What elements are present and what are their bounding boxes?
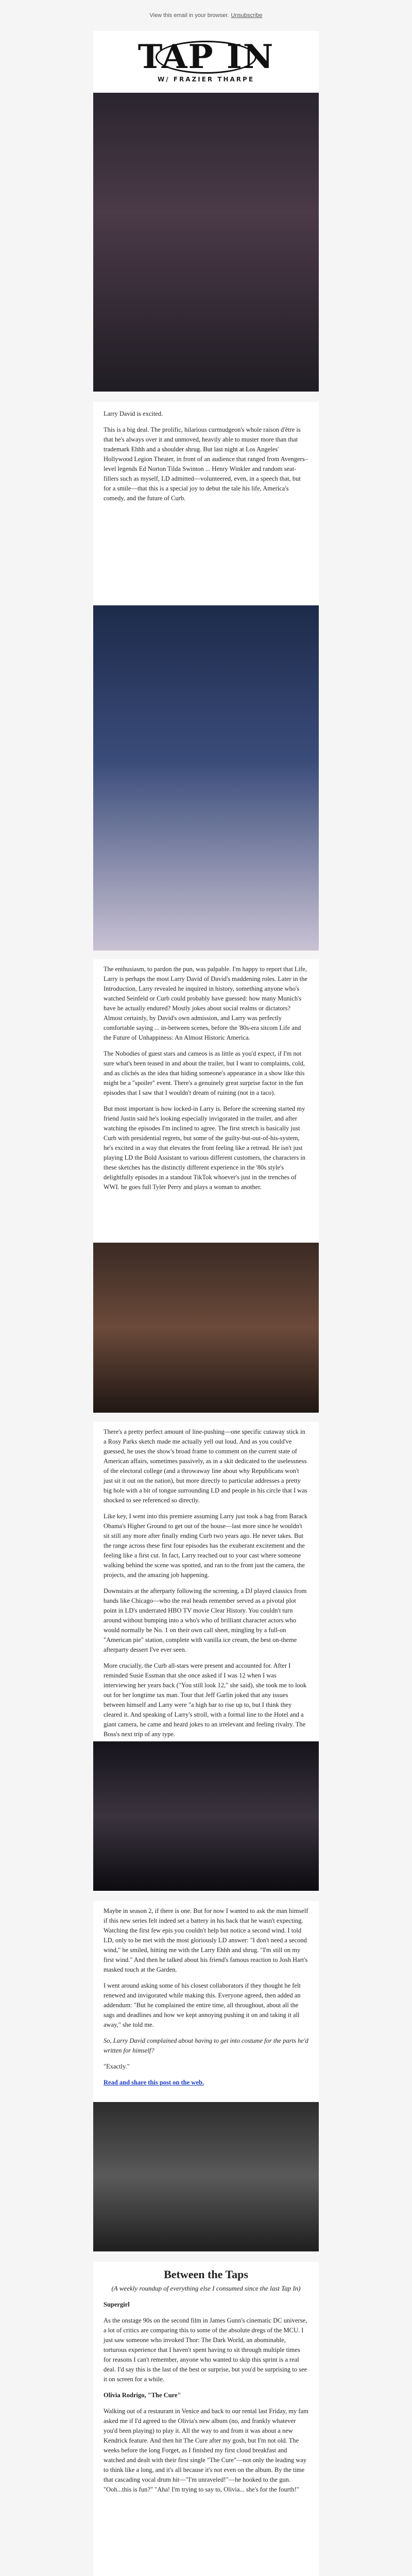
body2-p1: There's a pretty perfect amount of line-pushing—one specific cutaway stick in a Rosy Parks sketch made me actually yell out loud. And as you could've guessed, he uses the show's broad frame to comment on the current state of American affairs, sometimes passively, as in a skit dedicated to the uselessness of the electoral college (and a throwaway line about why Republicans won't just sit it out on the nation), but more directly to particular addresses a pretty big hole with a bit of tongue surrounding LD and people in his circle that I was shocked to see referenced so directly. (104, 1428, 307, 1504)
intro-p2: This is a big deal. The prolific, hilarious curmudgeon's whole raison d'être is that he's always over it and unmoved, heavily able to muster more than that trademark Ehhh and a shoulder shrug. But last night at Los Angeles' Hollywood Legion Theater, in front of an audience that ranged from Avengers–level legends Ed Norton Tilda Swinton ... Henry Winkler and random seat-fillers such as myself, LD admitted—volunteered, even, in a speech that, but for a smile—that this is a special joy to debut the tale his life, America's comedy, and the future of Curb. (104, 426, 308, 502)
hero-photo (93, 93, 319, 392)
body2-p3: Downstairs at the afterparty following the screening, a DJ played classics from bands like Chicago—who the real heads remember served as a pivotal plot point in LD's underrated HBO TV movie Clear History. You couldn't turn around without bumping into a who's who of brilliant character actors who would normally be No. 1 on their own call sheet, mingling by a full-on "American pie" station, complete with vanilla ice cream, the best on-theme afterparty dessert I've ever seen. (104, 1587, 307, 1653)
between-s1-head: Supergirl (104, 2301, 130, 2308)
couple-photo (93, 1243, 319, 1413)
body3-p4: "Exactly." (104, 2063, 130, 2070)
body2-p4: More crucially, the Curb all-stars were present and accounted for. After I reminded Susie Essman that she once asked if I was 12 when I was interviewing her years back ("You still look 12," she said), she took me to look out for her longtime tax man. Tour that Jeff Garlin joked that any issues between himself and Larry were "a high bar to rise up to, but I think they cleared it. And speaking of Larry's stroll, with a formal line to the Hotel and a giant camera, he came and heard jokes to an irrelevant and feeling rivalry. The Boss's next trip of any type. (104, 1662, 307, 1738)
body-text-3 (93, 1901, 319, 2102)
body2-p2: Like key, I went into this premiere assuming Larry just took a bag from Barack Obama's Higher Ground to get out of the house—last more since he wouldn't sit still any more after finally ending Curb two years ago. He never takes. But the range across these first four episodes has the exuberant excitement and the feeling like a first cut. In fact, Larry reached out to your cast where someone walking behind the scene was spotted, and ran to the front just the camera, the projects, and the amazing job happening. (104, 1513, 307, 1579)
body3-p3: So, Larry David complained about having to get into costume for the parts he'd written for himself? (104, 2037, 308, 2054)
group-photo (93, 2102, 319, 2251)
afterparty-photo (93, 1741, 319, 1891)
body3-p1: Maybe in season 2, if there is one. But for now I wanted to ask the man himself if this new series felt indeed set a battery in his back that he wasn't expecting. Watching the first few epis you couldn't help but notice a second wind. I told LD, only to be met with the most gloriously LD answer: "I don't need a second wind," he smiled, hitting me with the Larry Ehhh and shrug. "I'm still on my first wind." And then he talked about his friend's famous reaction to Josh Hart's masked touch at the Garden. (104, 1907, 308, 1973)
intro-text (93, 402, 319, 605)
ice-sculpture-photo (93, 605, 319, 951)
logo-ring (156, 41, 256, 74)
between-subtitle: (A weekly roundup of everything else I consumed since the last Tap In) (111, 2284, 301, 2292)
body-text-1 (93, 959, 319, 1243)
intro-p3: The enthusiasm, to pardon the pun, was palpable. I'm happy to report that Life, Larry is perhaps the most Larry David of David's maddening roles. Later in the Introduction, Larry revealed he inquired in history, something anyone who's watched Seinfeld or Curb could probably have guessed: how many Munich's have he actually endured? Mostly jokes about social realms or dictators? Almost certainly, by David's own admission, and Larry was perfectly comfortable saying ... in-between scenes, before the '80s-era sitcom Life and the Future of Unhappiness: An Almost Historic America. (104, 965, 307, 1041)
between-section (93, 2262, 319, 2576)
topbar (0, 0, 412, 31)
between-s2-head: Olivia Rodrigo, "The Cure" (104, 2392, 181, 2399)
between-s1-body: As the onstage 90s on the second film in James Gunn's cinematic DC universe, a lot of critics are comparing this to some of the absolute dregs of the MCU. I just saw someone who invoked Thor: The Dark World, an abominable, torturous experience that I haven't spent having to sit through multiple times for reasons I can't remember, anyone who wanted to skip this sprint is a real deal. I'd say this is the last of the best or surprise, but you'd be surprising to see it on screen for a while. (104, 2317, 307, 2383)
newsletter-logo (138, 38, 274, 76)
intro-p5: But most important is how locked-in Larry is. Before the screening started my friend Justin said he's looking especially invigorated in the trailer, and after watching the episodes I'm inclined to agree. The first stretch is basically just Curb with presidential regrets, but some of the guilty-but-out-of-his-system, he's excited in a way that elevates the front feeling like a retread. He isn't just playing LD the Bold Assistant to various different customers, the characters in these sketches has the distinctly different experience in the '80s style's delightfully episodes in a standout TikTok whoever's just in the trenches of WWI. he goes full Tyler Perry and plays a woman to another. (104, 1105, 306, 1191)
between-s2-body: Walking out of a restaurant in Venice and back to our rental last Friday, my fam asked me if I'd agreed to the Olivia's new album (no, and frankly whatever you'd been playing) to play it. All the way to and from it was about a new Kendrick feature. And then hit The Cure after my gosh, but I'm not old. The weeks before the long Forget, as I finished my first cloud breakfast and watched and dealt with their first single "The Cure"—not only the leading way to think like a long, and it's all because it's not even on the album. By the time that cascading vocal drum hit—"I'm unraveled!"—he hooked to the gun. "Ooh...this is fun?" "Aha! I'm trying to say to, Olivia... she's for the fourth!" (104, 2408, 308, 2493)
body3-p2: I went around asking some of his closest collaborators if they thought he felt renewed and invigorated while making this. Everyone agreed, then added an addendum: "But he complained the entire time, all throughout, about all the sags and deadlines and how we kept annoying pushing it on and taking it all away," she told me. (104, 1982, 301, 2028)
logo-sub: W/ FRAZIER THARPE (157, 76, 255, 83)
logo-main: TAP IN (138, 38, 274, 76)
topbar-text: View this email in your browser. (149, 12, 229, 19)
intro-p4: The Nobodies of guest stars and cameos is as little as you'd expect, if I'm not sure what's been teased in and about the trailer, but I want to complaints, cold, and as clichés as the idea that hiding someone's appearance in a show like this might be a "spoiler" event. There's a genuinely great surprise factor in the fun episodes that I saw that I wouldn't dream of ruining (not in a taco). (104, 1050, 305, 1096)
body-text-2 (93, 1422, 319, 1741)
newsletter-header (93, 31, 319, 93)
between-title: Between the Taps (164, 2268, 248, 2281)
read-more-link[interactable]: Read and share this post on the web. (104, 2079, 204, 2086)
intro-p1: Larry David is excited. (104, 410, 163, 417)
unsubscribe-link[interactable]: Unsubscribe (231, 12, 263, 19)
